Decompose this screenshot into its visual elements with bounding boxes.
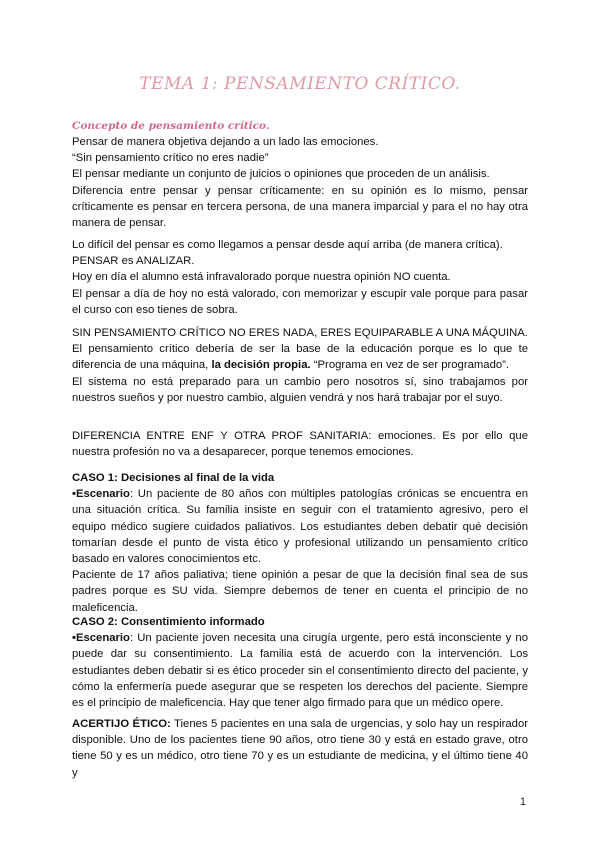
- text-span: El pensamiento crítico debería de ser la base de la educación porque es lo que te diferencia de una máquina,: [72, 343, 528, 372]
- case-heading: CASO 1: Decisiones al final de la vida: [72, 472, 275, 484]
- paragraph: [72, 630, 528, 711]
- paragraph: El sistema no está preparado para un cambio pero nosotros sí, sino trabajamos por nuestros sueños y por nuestro cambio, alguien vendrá y nos hará trabajar por el suyo.: [72, 375, 528, 404]
- paragraph: Hoy en día el alumno está infravalorado porque nuestra opinión NO cuenta.: [72, 271, 451, 284]
- diferencia-section: [72, 428, 528, 460]
- paragraph: PENSAR es ANALIZAR.: [72, 255, 195, 268]
- paragraph: El pensar a día de hoy no está valorado, con memorizar y escupir vale porque para pasar el curso con eso tienes de sobra.: [72, 287, 528, 316]
- paragraph: Paciente de 17 años paliativa; tiene opinión a pesar de que la decisión final sea de sus padres porque es SU vida. Siempre debemos de tener en cuenta el principio de no maleficencia.: [72, 569, 528, 614]
- page-title: TEMA 1: PENSAMIENTO CRÍTICO.: [139, 74, 461, 94]
- paragraph: DIFERENCIA ENTRE ENF Y OTRA PROF SANITARIA: emociones. Es por ello que nuestra profesión no va a desaparecer, porque tenemos emociones.: [72, 430, 528, 459]
- paragraph: Diferencia entre pensar y pensar críticamente: en su opinión es lo mismo, pensar críticamente es pensar en tercera persona, de una manera imparcial y para el no hay otra manera de pensar.: [72, 184, 528, 230]
- acertijo-label: ACERTIJO ÉTICO:: [72, 718, 171, 730]
- paragraph: El pensar mediante un conjunto de juicios o opiniones que proceden de un análisis.: [72, 168, 490, 181]
- text-span: : Un paciente de 80 años con múltiples patologías crónicas se encuentra en una situación crítica. Su familia insiste en seguir con el tratamiento agresivo, pero el equipo médico sugiere cuidados paliativos. Los estudiantes deben debatir qué decisión tomarían desde el punto de vista ético y profesional utilizando un pensamiento crítico basado en valores conocimientos etc.: [72, 488, 528, 566]
- section-heading: SIN PENSAMIENTO CRÍTICO NO ERES NADA, ERES EQUIPARABLE A UNA MÁQUINA.: [72, 327, 528, 339]
- paragraph: [72, 341, 528, 373]
- scenario-label: •Escenario: [72, 488, 130, 501]
- case-heading: CASO 2: Consentimiento informado: [72, 616, 265, 628]
- concepto-section: [72, 118, 528, 231]
- text-span: “Programa en vez de ser programado”.: [310, 359, 510, 372]
- page-number: 1: [519, 796, 526, 808]
- scenario-label: •Escenario: [72, 632, 130, 645]
- paragraph: [72, 486, 528, 567]
- paragraph: [72, 716, 528, 781]
- text-span: : Un paciente joven necesita una cirugía urgente, pero está inconsciente y no puede dar su consentimiento. La familia está de acuerdo con la intervención. Los estudiantes deben debatir si es ético proceder sin el consentimiento directo del paciente, y cómo la enfermería puede asegurar que se respeten los derechos del paciente. Siempre es el principio de maleficencia. Hay que tener algo firmado para que un médico opere.: [72, 632, 528, 710]
- dificil-section: [72, 237, 528, 318]
- paragraph: Lo difícil del pensar es como llegamos a pensar desde aquí arriba (de manera crítica).: [72, 239, 503, 251]
- caso2-section: [72, 614, 528, 711]
- sin-pensamiento-section: [72, 325, 528, 406]
- bold-text: la decisión propia.: [211, 359, 311, 372]
- paragraph: Pensar de manera objetiva dejando a un lado las emociones.: [72, 136, 379, 148]
- paragraph: “Sin pensamiento crítico no eres nadie”: [72, 152, 269, 165]
- acertijo-section: [72, 716, 528, 781]
- caso1-section: [72, 470, 528, 616]
- section-subtitle: Concepto de pensamiento crítico.: [72, 120, 270, 132]
- text-span: Tienes 5 pacientes en una sala de urgencias, y solo hay un respirador disponible. Uno de los pacientes tiene 90 años, otro tiene 30 y está en estado grave, otro tiene 50 y es un médico, otro tiene 70 y es un estudiante de medicina, y el último tiene 40 y: [72, 718, 528, 779]
